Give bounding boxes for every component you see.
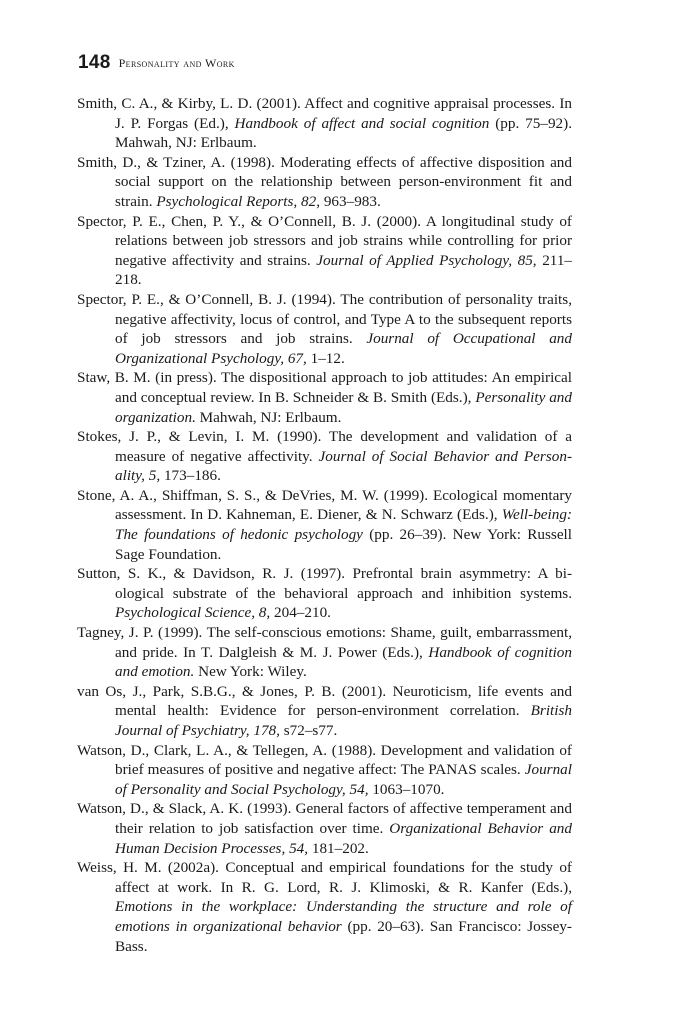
running-title: Personality and Work	[118, 56, 235, 70]
reference-source: Psychological Reports, 82,	[156, 192, 321, 210]
reference-text: Smith, C. A., & Kirby, L. D. (2001). Affect and cognitive appraisal processes. In J. P. Forgas (Ed.),	[77, 95, 572, 132]
reference-text: Stone, A. A., Shiffman, S. S., & DeVries, M. W. (1999). Ecological momentary assessment. In D. Kahneman, E. Diener, & N. Schwarz (Eds.),	[77, 486, 572, 524]
reference-entry	[77, 94, 572, 153]
reference-source: Organizational Behavior and Human Decision Processes, 54,	[115, 819, 572, 857]
reference-source: Journal of Social Behavior and Personality, 5,	[115, 447, 572, 485]
reference-text: Tagney, J. P. (1999). The self-conscious emotions: Shame, guilt, embarrassment, and pride. In T. Dalgleish & M. J. Power (Eds.),	[77, 624, 572, 661]
reference-text: (pp. 75–92). Mahwah, NJ: Erlbaum.	[115, 114, 573, 152]
reference-entry	[77, 427, 572, 486]
reference-text: (pp. 20–63). San Francisco: Jossey-Bass.	[115, 917, 572, 955]
reference-entry	[77, 682, 572, 741]
reference-entry	[77, 290, 572, 368]
reference-entry	[77, 741, 572, 800]
reference-entry	[77, 564, 572, 623]
reference-text: Weiss, H. M. (2002a). Conceptual and empirical foundations for the study of affect at work. In R. G. Lord, R. J. Klimoski, & R. Kanfer (Eds.),	[77, 859, 572, 896]
reference-source: Journal of Personality and Social Psychology, 54,	[115, 761, 572, 798]
reference-entry	[77, 623, 572, 682]
reference-text: Spector, P. E., Chen, P. Y., & O’Connell, B. J. (2000). A longitudinal study of relations between job stressors and job strains while controlling for prior negative affectivity and strains.	[77, 212, 572, 269]
reference-text: 173–186.	[160, 467, 221, 485]
reference-source: Psychological Science, 8,	[115, 604, 271, 622]
reference-text: Mahwah, NJ: Erlbaum.	[195, 408, 342, 426]
reference-text: Watson, D., Clark, L. A., & Tellegen, A. (1988). Development and validation of brief measures of positive and negative affect: The PANAS scales.	[77, 741, 572, 779]
reference-entry	[77, 858, 572, 956]
reference-list	[77, 94, 572, 956]
reference-entry	[77, 799, 572, 858]
reference-entry	[77, 486, 572, 564]
reference-text: 1063–1070.	[368, 780, 445, 798]
reference-source: Personality and organization.	[115, 388, 572, 426]
page-number: 148	[78, 52, 111, 73]
reference-text: Sutton, S. K., & Davidson, R. J. (1997). Prefrontal brain asymmetry: A biological substrate of the behavioral approach and inhibition systems.	[77, 565, 572, 602]
reference-text: van Os, J., Park, S.B.G., & Jones, P. B. (2001). Neuroticism, life events and mental health: Evidence for person-environment correlation.	[77, 682, 572, 720]
reference-source: Handbook of affect and social cognition	[234, 114, 490, 132]
reference-text: New York: Wiley.	[194, 663, 307, 681]
reference-entry	[77, 153, 572, 212]
reference-source: Emotions in the workplace: Understanding the structure and role of emotions in organizational behavior	[115, 898, 572, 935]
reference-text: 211–218.	[115, 251, 573, 289]
reference-source: Handbook of cognition and emotion.	[115, 643, 572, 681]
reference-entry	[77, 212, 572, 290]
reference-text: 204–210.	[270, 604, 331, 622]
reference-text: (pp. 26–39). New York: Russell Sage Foundation.	[115, 526, 572, 563]
reference-source: Well-being: The foundations of hedonic psychology	[115, 506, 572, 544]
reference-source: Journal of Applied Psychology, 85,	[316, 251, 537, 269]
reference-text: Stokes, J. P., & Levin, I. M. (1990). The development and validation of a measure of negative affectivity.	[77, 428, 572, 465]
reference-text: 963–983.	[320, 192, 381, 210]
reference-text: Staw, B. M. (in press). The dispositional approach to job attitudes: An empirical and conceptual review. In B. Schneider & B. Smith (Eds.),	[77, 369, 572, 406]
running-head	[78, 52, 235, 74]
reference-text: 181–202.	[308, 839, 369, 857]
reference-entry	[77, 368, 572, 427]
reference-text: 1–12.	[306, 349, 345, 367]
reference-text: Smith, D., & Tziner, A. (1998). Moderating effects of affective disposition and social support on the relationship between person-environment fit and strain.	[77, 153, 572, 210]
reference-source: Journal of Occupational and Organizational Psychology, 67,	[115, 330, 572, 367]
reference-text: s72–s77.	[279, 722, 338, 739]
reference-source: British Journal of Psychiatry, 178,	[115, 702, 572, 739]
reference-text: Watson, D., & Slack, A. K. (1993). General factors of affective temperament and their relation to job satisfaction over time.	[77, 800, 572, 837]
reference-text: Spector, P. E., & O’Connell, B. J. (1994). The contribution of personality traits, negative affectivity, locus of control, and Type A to the subsequent reports of job stressors and job strains.	[77, 290, 572, 348]
